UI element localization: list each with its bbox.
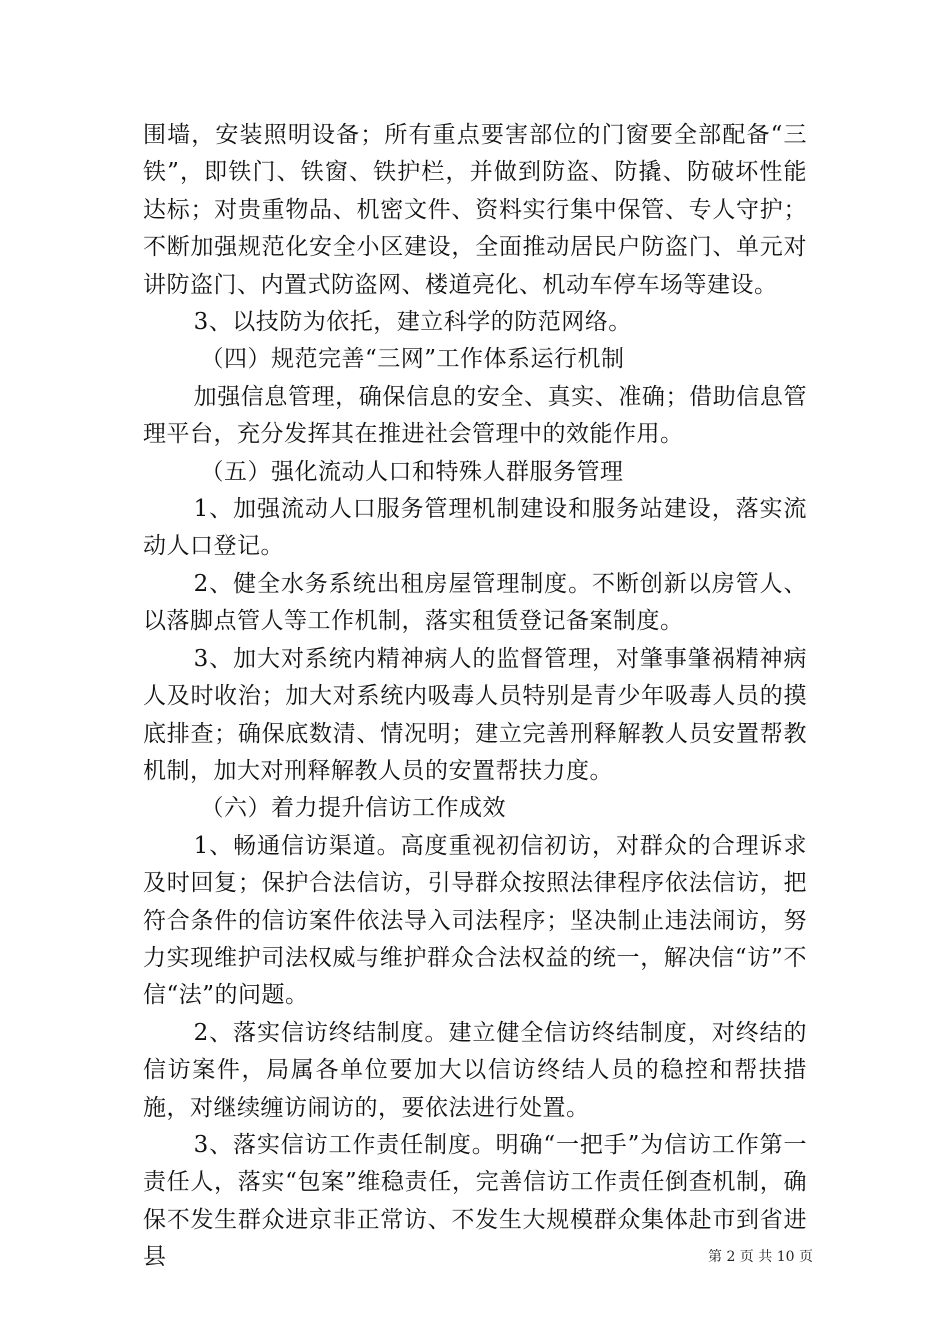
paragraph-floating-population: 1、加强流动人口服务管理机制建设和服务站建设，落实流动人口登记。: [143, 496, 807, 560]
paragraph-info-management: 加强信息管理，确保信息的安全、真实、准确；借助信息管理平台，充分发挥其在推进社会管理中的效能作用。: [143, 383, 807, 448]
paragraph-petition-channels: 1、畅通信访渠道。高度重视初信初访，对群众的合理诉求及时回复；保护合法信访，引导群众按照法律程序依法信访，把符合条件的信访案件依法导入司法程序；坚决制止违法闹访，努力实现维护司法权威与维护群众合法权益的统一，解决信“访”不信“法”的问题。: [143, 832, 807, 1009]
page-number-label: 第 2 页 共 10 页: [708, 1249, 813, 1265]
document-body: [143, 117, 807, 1277]
paragraph-continuation: 围墙，安装照明设备；所有重点要害部位的门窗要全部配备“三铁”，即铁门、铁窗、铁护栏，并做到防盗、防撬、防破坏性能达标；对贵重物品、机密文件、资料实行集中保管、专人守护；不断加强规范化安全小区建设，全面推动居民户防盗门、单元对讲防盗门、内置式防盗网、楼道亮化、机动车停车场等建设。: [143, 122, 807, 298]
section-heading-5: （五）强化流动人口和特殊人群服务管理: [200, 458, 624, 485]
section-heading-4: （四）规范完善“三网”工作体系运行机制: [200, 346, 625, 373]
paragraph-tech-prevention: 3、以技防为依托，建立科学的防范网络。: [193, 309, 632, 336]
paragraph-petition-responsibility: 3、落实信访工作责任制度。明确“一把手”为信访工作第一责任人，落实“包案”维稳责任，完善信访工作责任倒查机制，确保不发生群众进京非正常访、不发生大规模群众集体赴市到省进县: [143, 1131, 807, 1271]
paragraph-petition-termination: 2、落实信访终结制度。建立健全信访终结制度，对终结的信访案件，局属各单位要加大以信访终结人员的稳控和帮扶措施，对继续缠访闹访的，要依法进行处置。: [143, 1019, 807, 1121]
paragraph-rental-housing: 2、健全水务系统出租房屋管理制度。不断创新以房管人、以落脚点管人等工作机制，落实租赁登记备案制度。: [143, 570, 807, 635]
paragraph-special-groups: 3、加大对系统内精神病人的监督管理，对肇事肇祸精神病人及时收治；加大对系统内吸毒人员特别是青少年吸毒人员的摸底排查；确保底数清、情况明；建立完善刑释解教人员安置帮教机制，加大对刑释解教人员的安置帮扶力度。: [143, 645, 807, 784]
section-heading-6: （六）着力提升信访工作成效: [200, 795, 506, 822]
